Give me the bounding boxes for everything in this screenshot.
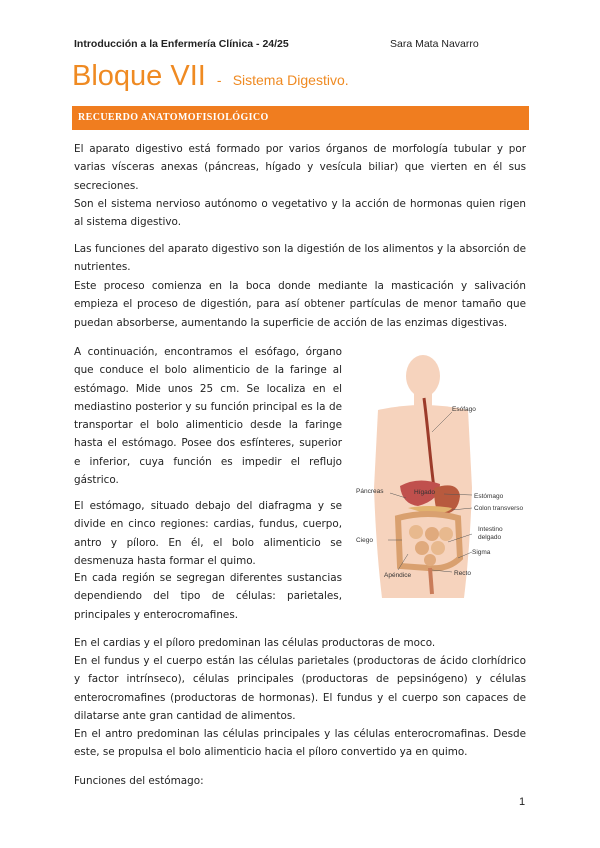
paragraph-5: A continuación, encontramos el esófago, órgano que conduce el bolo alimenticio de la faringe al estómago. Mide unos 25 cm. Se localiza en el mediastino posterior y su función principal es la de transportar el bolo alimenticio desde la faringe hasta el estómago. Posee dos esfínteres, superior e inferior, cuya función es impedir el reflujo gástrico. bbox=[74, 346, 342, 487]
page-title bbox=[72, 60, 349, 93]
paragraph-4: Este proceso comienza en la boca donde mediante la masticación y salivación empieza el proceso de digestión, para así obtener partículas de menor tamaño que puedan absorberse, aumentando la superficie de acción de las enzimas digestivas. bbox=[74, 280, 526, 329]
paragraph-6: El estómago, situado debajo del diafragma y se divide en cinco regiones: cardias, fundus, cuerpo, antro y píloro. En él, el bolo alimenticio se desmenuza hasta formar el quimo. bbox=[74, 500, 342, 567]
label-pancreas: Páncreas bbox=[356, 488, 384, 495]
label-higado: Hígado bbox=[414, 489, 435, 496]
page-number: 1 bbox=[519, 796, 526, 808]
label-intestino-2: delgado bbox=[478, 534, 502, 541]
title-dash: - bbox=[216, 72, 222, 88]
label-estomago: Estómago bbox=[474, 493, 504, 500]
paragraph-7: En cada región se segregan diferentes sustancias dependiendo del tipo de células: parietales, principales y enterocromafines. bbox=[74, 572, 342, 621]
label-apendice: Apéndice bbox=[384, 572, 412, 579]
paragraph-11: Funciones del estómago: bbox=[74, 775, 204, 787]
paragraph-8: En el cardias y el píloro predominan las células productoras de moco. bbox=[74, 637, 436, 649]
label-sigma: Sigma bbox=[472, 549, 491, 556]
paragraph-2: Son el sistema nervioso autónomo o vegetativo y la acción de hormonas quien rigen al sistema digestivo. bbox=[74, 198, 526, 229]
digestive-system-figure bbox=[348, 348, 538, 598]
paragraph-1: El aparato digestivo está formado por varios órganos de morfología tubular y por varias vísceras anexas (páncreas, hígado y vesícula biliar) que vierten en él sus secreciones. bbox=[74, 143, 526, 192]
label-intestino-1: Intestino bbox=[478, 526, 503, 533]
course-title: Introducción a la Enfermería Clínica - 24/25 bbox=[74, 38, 289, 50]
paragraph-9: En el fundus y el cuerpo están las células parietales (productoras de ácido clorhídrico y factor intrínseco), células principales (productoras de pepsinógeno) y células enterocromafines (productoras de hormonas). El fundus y el cuerpo son capaces de dilatarse ante gran cantidad de alimentos. bbox=[74, 655, 526, 722]
page-header bbox=[74, 38, 526, 50]
paragraph-3: Las funciones del aparato digestivo son la digestión de los alimentos y la absorción de nutrientes. bbox=[74, 243, 526, 274]
section-heading-band bbox=[72, 106, 529, 130]
block-subtitle: Sistema Digestivo. bbox=[232, 72, 349, 88]
label-ciego: Ciego bbox=[356, 537, 373, 544]
label-colon: Colon transverso bbox=[474, 505, 524, 512]
paragraph-10: En el antro predominan las células principales y las células enterocromafinas. Desde este, se propulsa el bolo alimenticio hacia el píloro convertido ya en quimo. bbox=[74, 728, 526, 759]
author-name: Sara Mata Navarro bbox=[390, 38, 479, 50]
block-title: Bloque VII bbox=[72, 60, 206, 92]
label-esofago: Esófago bbox=[452, 406, 476, 413]
section-heading: RECUERDO ANATOMOFISIOLÓGICO bbox=[78, 112, 269, 123]
rectum bbox=[430, 568, 432, 594]
label-recto: Recto bbox=[454, 570, 471, 577]
